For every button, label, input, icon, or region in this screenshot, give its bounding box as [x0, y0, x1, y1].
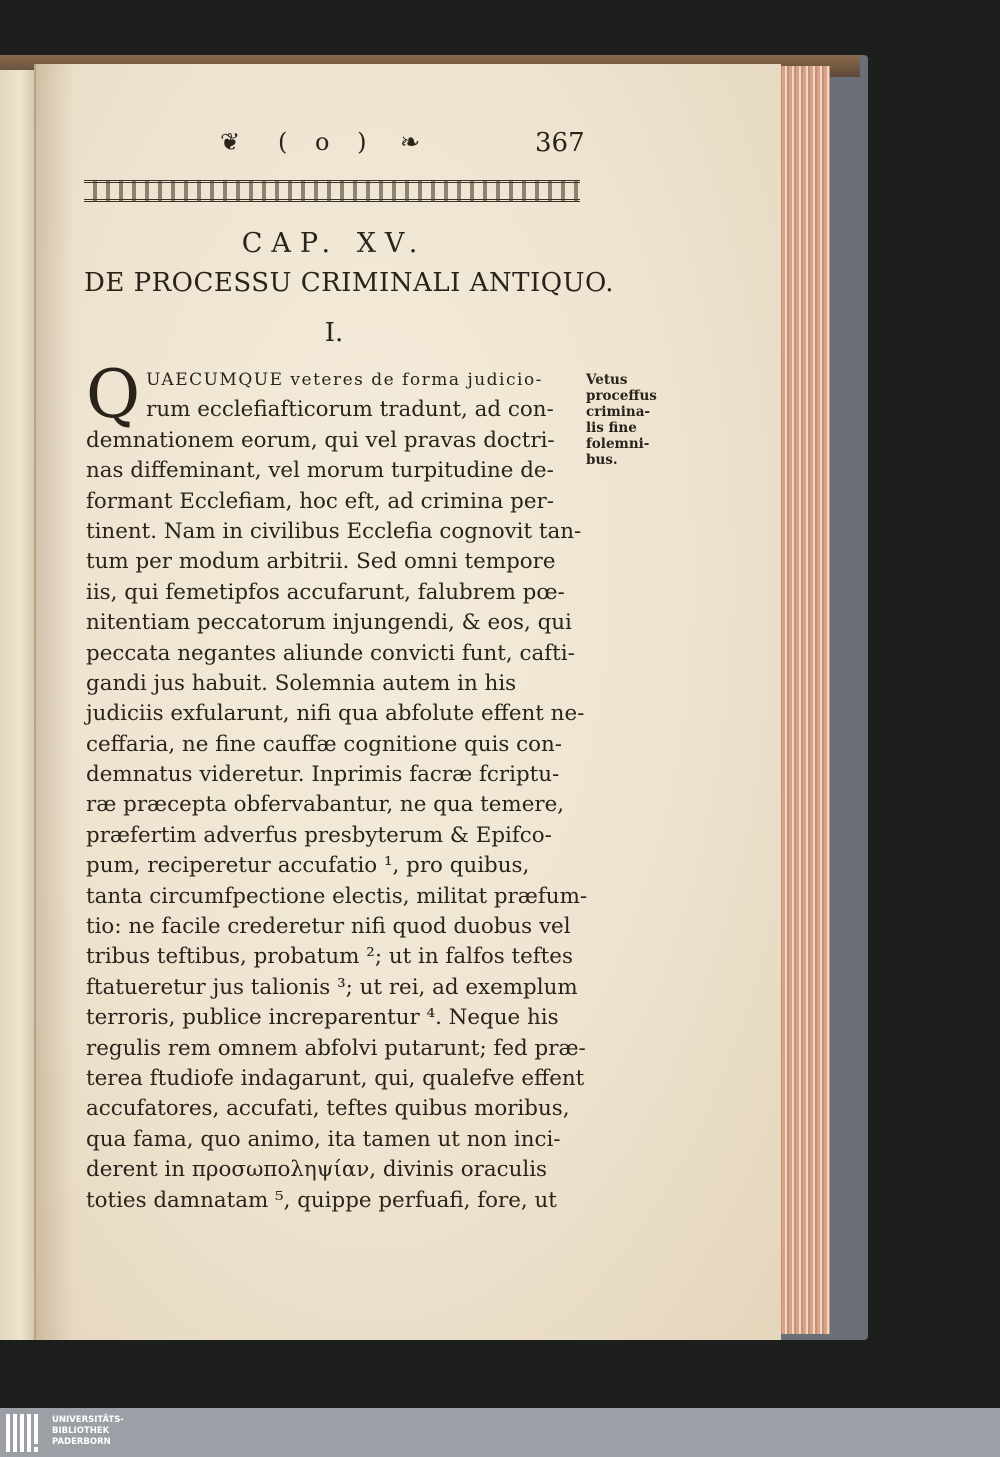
text-line: nas diffeminant, vel morum turpitudine de-	[86, 458, 554, 484]
library-logo-icon	[6, 1414, 46, 1452]
text-line: terroris, publice increparentur ⁴. Neque his	[86, 1005, 559, 1031]
ornament-right-icon: ❧	[400, 128, 421, 156]
text-line: ceffaria, ne fine cauffæ cognitione quis con-	[86, 731, 563, 757]
text-line: demnatus videretur. Inprimis facræ fcriptu-	[86, 762, 560, 788]
text-line: gandi jus habuit. Solemnia autem in his	[86, 670, 517, 696]
text-line: præfertim adverfus presbyterum & Epifco-	[86, 822, 552, 848]
body-text	[86, 356, 588, 1216]
text-line: accufatores, accufati, teftes quibus moribus,	[86, 1096, 570, 1122]
marginal-line: proceffus	[586, 388, 657, 404]
drop-cap: Q	[86, 356, 141, 433]
text-lines	[86, 356, 588, 1216]
text-line: demnationem eorum, qui vel pravas doctri-	[86, 427, 555, 453]
text-line: ftatueretur jus talionis ³; ut rei, ad exemplum	[86, 974, 578, 1000]
text-line: ræ præcepta obfervabantur, ne qua temere,	[86, 792, 565, 818]
ornament-left-icon: ❦	[220, 128, 241, 156]
facing-page-edge	[0, 70, 34, 1340]
page-number: 367	[535, 128, 585, 158]
logo-line: UNIVERSITÄTS-	[52, 1415, 124, 1425]
marginal-line: folemni-	[586, 436, 650, 452]
logo-line: BIBLIOTHEK	[52, 1426, 110, 1436]
header-mark: ( o )	[278, 128, 377, 156]
text-line: tio: ne facile crederetur nifi quod duobus vel	[86, 914, 571, 940]
ornamental-rule	[84, 180, 580, 202]
text-line: pum, reciperetur accufatio ¹, pro quibus,	[86, 853, 530, 879]
text-line: terea ftudiofe indagarunt, qui, qualefve effent	[86, 1065, 585, 1091]
page-edges	[775, 66, 830, 1334]
text-line: derent in προσωποληψίαν, divinis oraculis	[86, 1157, 548, 1183]
marginal-line: lis fine	[586, 420, 637, 436]
text-line: judiciis exfularunt, nifi qua abfolute effent ne-	[86, 701, 585, 727]
text-line: rum ecclefiafticorum tradunt, ad con-	[146, 397, 554, 423]
text-line: iis, qui femetipfos accufarunt, falubrem pœ-	[86, 579, 565, 605]
marginal-line: Vetus	[586, 372, 628, 388]
library-name	[52, 1415, 124, 1448]
text-line: formant Ecclefiam, hoc eft, ad crimina per-	[86, 488, 554, 514]
library-footer	[0, 1408, 1000, 1457]
chapter-label: CAP. XV.	[241, 228, 427, 259]
text-line: tribus teftibus, probatum ²; ut in falfos teftes	[86, 944, 573, 970]
text-line: tum per modum arbitrii. Sed omni tempore	[86, 549, 556, 575]
chapter-title: DE PROCESSU CRIMINALI ANTIQUO.	[84, 268, 615, 298]
text-line: tinent. Nam in civilibus Ecclefia cognovit tan-	[86, 518, 582, 544]
logo-line: PADERBORN	[52, 1437, 111, 1447]
marginal-line: bus.	[586, 452, 618, 468]
text-line: peccata negantes aliunde convicti funt, cafti-	[86, 640, 575, 666]
section-number: I.	[324, 318, 344, 348]
gutter-shadow	[34, 64, 74, 1340]
running-head	[220, 128, 590, 162]
marginal-line: crimina-	[586, 404, 651, 420]
text-line: tanta circumfpectione electis, militat præfum-	[86, 883, 588, 909]
text-line: qua fama, quo animo, ita tamen ut non inci-	[86, 1126, 561, 1152]
text-line: regulis rem omnem abfolvi putarunt; fed præ-	[86, 1035, 586, 1061]
text-line: toties damnatam ⁵, quippe perfuafi, fore, ut	[86, 1187, 557, 1213]
text-line: nitentiam peccatorum injungendi, & eos, qui	[86, 610, 572, 636]
text-line: UAECUMQUE veteres de forma judicio-	[146, 370, 543, 390]
marginal-note	[586, 372, 666, 468]
